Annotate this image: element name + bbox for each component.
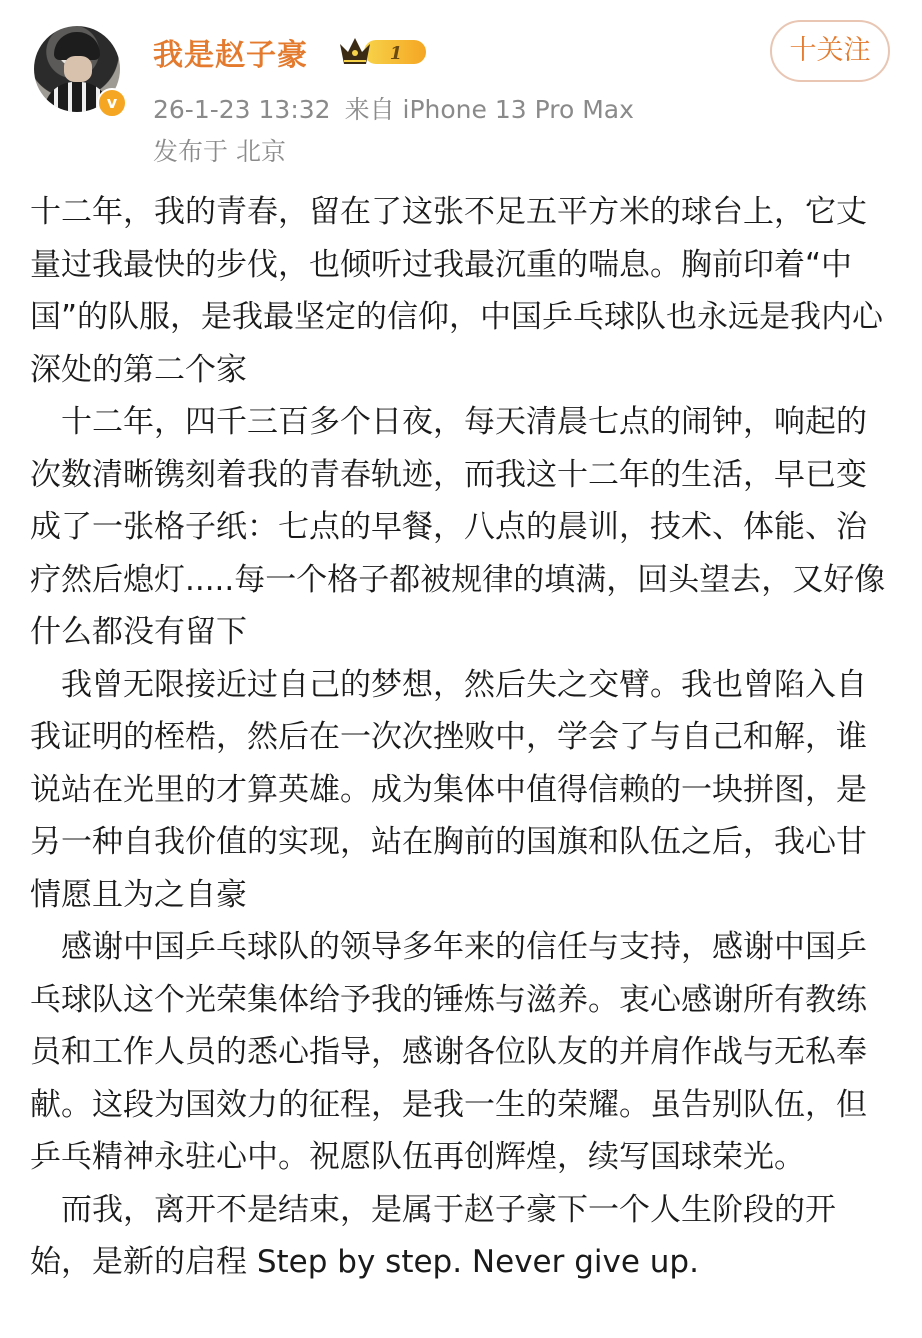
post-paragraph: 我曾无限接近过自己的梦想，然后失之交臂。我也曾陷入自我证明的桎梏，然后在一次次挫败中，学会了与自己和解，谁说站在光里的才算英雄。成为集体中值得信赖的一块拼图，是另一种自我价值的实现，站在胸前的国旗和队伍之后，我心甘情愿且为之自豪 xyxy=(30,666,867,913)
follow-button[interactable]: 十关注 xyxy=(770,20,890,82)
post-location: 发布于 北京 xyxy=(153,137,286,166)
post-source: 来自 iPhone 13 Pro Max xyxy=(344,95,634,124)
author-name[interactable]: 我是赵子豪 xyxy=(153,38,308,73)
post-paragraph: 十二年，我的青春，留在了这张不足五平方米的球台上，它丈量过我最快的步伐，也倾听过我最沉重的喘息。胸前印着“中国”的队服，是我最坚定的信仰，中国乒乓球队也永远是我内心深处的第二个家 xyxy=(30,194,884,388)
post-paragraph: 而我，离开不是结束，是属于赵子豪下一个人生阶段的开始，是新的启程 Step by step. Never give up. xyxy=(30,1191,836,1280)
post-paragraph: 感谢中国乒乓球队的领导多年来的信任与支持，感谢中国乒乓球队这个光荣集体给予我的锤炼与滋养。衷心感谢所有教练员和工作人员的悉心指导，感谢各位队友的并肩作战与无私奉献。这段为国效力的征程，是我一生的荣耀。虽告别队伍，但乒乓精神永驻心中。祝愿队伍再创辉煌，续写国球荣光。 xyxy=(30,929,867,1175)
post-header xyxy=(0,0,922,170)
post-meta xyxy=(153,90,648,126)
post-body xyxy=(30,186,892,1289)
avatar-face xyxy=(64,56,92,82)
post-paragraph: 十二年，四千三百多个日夜，每天清晨七点的闹钟，响起的次数清晰镌刻着我的青春轨迹，而我这十二年的生活，早已变成了一张格子纸：七点的早餐，八点的晨训，技术、体能、治疗然后熄灯.....每一个格子都被规律的填满，回头望去，又好像什么都没有留下 xyxy=(30,404,886,650)
level-badge-number: 1 xyxy=(389,43,403,64)
crown-level-badge-icon[interactable] xyxy=(338,34,430,68)
verified-v-icon: v xyxy=(97,88,127,118)
post-timestamp: 26-1-23 13:32 xyxy=(153,95,331,124)
